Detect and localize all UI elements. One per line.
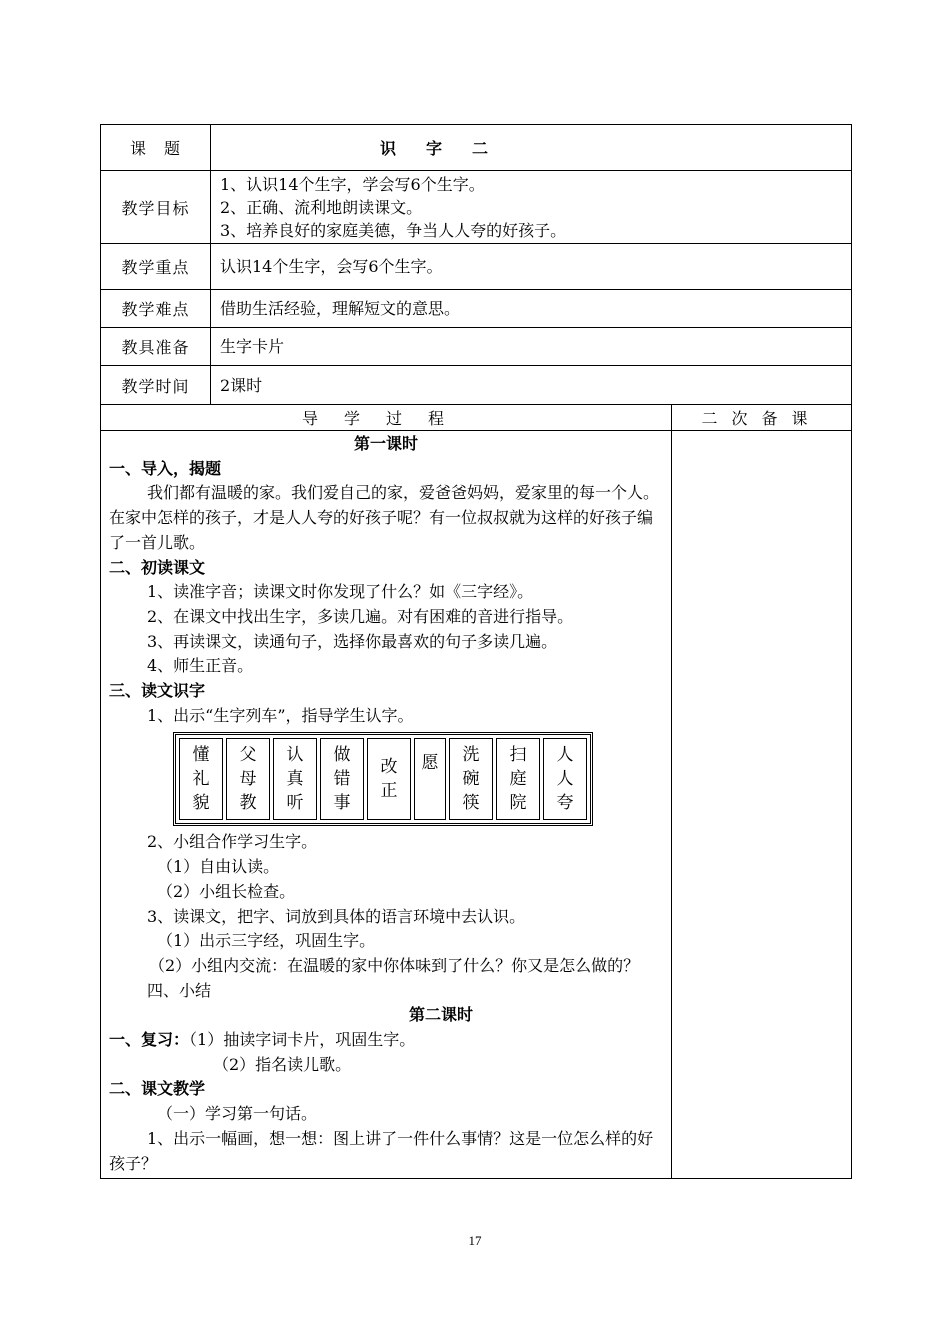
review-line (109, 1028, 663, 1053)
char-card: 人 人 夸 (543, 738, 587, 820)
lesson2-title: 第二课时 (408, 1005, 473, 1025)
row-label: 教具准备 (101, 328, 211, 366)
list-item: 1、读准字音；读课文时你发现了什么？如《三字经》。 (147, 582, 534, 602)
page-number: 17 (468, 1233, 482, 1248)
objective-line: 2、正确、流利地朗读课文。 (220, 197, 423, 217)
prep-header: 二次备课 (672, 405, 852, 431)
paragraph: 我们都有温暖的家。我们爱自己的家，爱爸爸妈妈，爱家里的每一个人。在家中怎样的孩子，才是人人夸的好孩子呢？有一位叔叔就为这样的好孩子编了一首儿歌。 (109, 483, 660, 552)
char-card: 扫 庭 院 (496, 738, 540, 820)
list-item: 3、读课文，把字、词放到具体的语言环境中去认识。 (147, 906, 526, 926)
row-label: 教学目标 (101, 171, 211, 244)
topic-label: 课 题 (101, 125, 211, 171)
char-card: 洗 碗 筷 (449, 738, 493, 820)
objective-line: 1、认识14个生字，学会写6个生字。 (220, 174, 485, 194)
materials-text: 生字卡片 (211, 328, 852, 366)
char-card: 懂 礼 貌 (179, 738, 223, 820)
objectives-row (101, 171, 852, 244)
section-heading: 二、初读课文 (109, 557, 206, 577)
materials-row (101, 328, 852, 366)
row-label: 教学时间 (101, 366, 211, 405)
char-card: 父 母 教 (226, 738, 270, 820)
char-card: 认 真 听 (273, 738, 317, 820)
topic-row (101, 125, 852, 171)
section-heading: 一、复习： (109, 1030, 190, 1050)
section-heading: 三、读文识字 (109, 681, 206, 701)
list-subitem: （2）小组内交流：在温暖的家中你体味到了什么？你又是怎么做的？ (149, 955, 640, 975)
list-item: 4、师生正音。 (147, 656, 254, 676)
list-item: 2、在课文中找出生字，多读几遍。对有困难的音进行指导。 (147, 606, 574, 626)
content-row (101, 431, 852, 1179)
process-content (101, 431, 672, 1179)
list-subitem: （2）小组长检查。 (157, 881, 296, 901)
key-points-row (101, 244, 852, 290)
section-heading: 一、导入，揭题 (109, 458, 222, 478)
paragraph: 1、出示一幅画，想一想：图上讲了一件什么事情？这是一位怎么样的好孩子？ (109, 1128, 654, 1173)
section-heading: 二、课文教学 (109, 1079, 206, 1099)
review-item: （2）指名读儿歌。 (213, 1054, 352, 1074)
list-subitem: （一）学习第一句话。 (157, 1104, 318, 1124)
review-item: （1）抽读字词卡片，巩固生字。 (189, 1030, 416, 1050)
char-card: 改 正 (367, 738, 411, 820)
row-label: 教学重点 (101, 244, 211, 290)
second-prep-column (672, 431, 852, 1179)
objectives-text (211, 171, 852, 244)
character-cards (179, 738, 587, 820)
difficulties-text: 借助生活经验，理解短文的意思。 (211, 290, 852, 328)
time-text: 2课时 (211, 366, 852, 405)
list-subitem: （1）出示三字经，巩固生字。 (157, 931, 376, 951)
topic-title: 识字二 (211, 125, 852, 171)
time-row (101, 366, 852, 405)
difficulties-row (101, 290, 852, 328)
list-subitem: （1）自由认读。 (157, 857, 280, 877)
lesson1-title: 第一课时 (353, 434, 418, 453)
char-card: 愿 (414, 738, 446, 820)
list-item: 3、再读课文，读通句子，选择你最喜欢的句子多读几遍。 (147, 631, 558, 651)
section-header-row (101, 405, 852, 431)
list-item: 1、出示“生字列车”，指导学生认字。 (147, 705, 414, 725)
character-train-table (173, 732, 593, 826)
lesson-plan-table (100, 124, 852, 1179)
list-item: 2、小组合作学习生字。 (147, 832, 318, 852)
objective-line: 3、培养良好的家庭美德，争当人人夸的好孩子。 (220, 220, 567, 240)
section-heading: 四、小结 (147, 980, 212, 1000)
char-card: 做 错 事 (320, 738, 364, 820)
row-label: 教学难点 (101, 290, 211, 328)
process-header: 导学过程 (101, 405, 672, 431)
key-points-text: 认识14个生字，会写6个生字。 (211, 244, 852, 290)
